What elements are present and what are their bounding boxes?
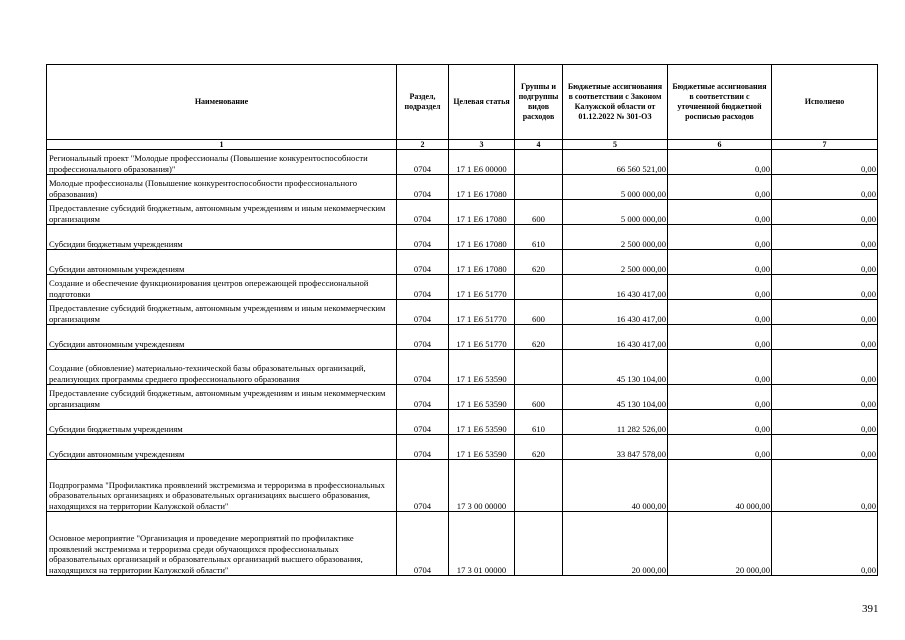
row-law-amount-cell [563, 225, 668, 250]
header-target: Целевая статья [449, 65, 515, 140]
row-executed-amount: 0,00 [815, 374, 876, 385]
row-refined-amount: 0,00 [710, 164, 770, 175]
row-name: Субсидии автономным учреждениям [49, 263, 185, 274]
row-name-cell [47, 175, 397, 200]
row-target-article-cell [449, 150, 515, 175]
row-section: 0704 [413, 564, 432, 575]
row-refined-amount: 0,00 [710, 314, 770, 325]
row-law-amount-cell [563, 300, 668, 325]
row-section-cell [397, 325, 449, 350]
row-section: 0704 [413, 423, 432, 434]
row-refined-amount: 0,00 [710, 424, 770, 435]
row-section: 0704 [413, 398, 432, 409]
row-target-article: 17 1 E6 17080 [456, 213, 507, 224]
row-target-article: 17 1 E6 51770 [456, 338, 507, 349]
row-refined-amount-cell [668, 385, 772, 410]
row-expense-group-cell [515, 410, 563, 435]
row-target-article: 17 1 E6 17080 [456, 188, 507, 199]
row-section: 0704 [413, 163, 432, 174]
table-row [47, 350, 878, 385]
row-target-article-cell [449, 435, 515, 460]
row-executed-amount: 0,00 [815, 424, 876, 435]
row-section: 0704 [413, 188, 432, 199]
row-expense-group-cell [515, 300, 563, 325]
row-target-article: 17 1 E6 00000 [456, 163, 507, 174]
row-section: 0704 [413, 338, 432, 349]
row-name-cell [47, 435, 397, 460]
row-target-article: 17 1 E6 51770 [456, 288, 507, 299]
header-refined: Бюджетные ассигнования в соответствии с уточненной бюджетной росписью расходов [668, 65, 772, 140]
row-expense-group-cell [515, 325, 563, 350]
row-refined-amount: 20 000,00 [710, 565, 770, 576]
row-section: 0704 [413, 263, 432, 274]
row-expense-group: 620 [532, 338, 545, 349]
row-name-cell [47, 300, 397, 325]
table-row [47, 300, 878, 325]
row-name: Создание (обновление) материально-технической базы образовательных организаций, реализующих программы среднего профессионального образования [49, 363, 366, 384]
row-law-amount-cell [563, 275, 668, 300]
col-number: 6 [668, 140, 772, 150]
header-name: Наименование [47, 65, 397, 140]
row-target-article-cell [449, 350, 515, 385]
row-section: 0704 [413, 313, 432, 324]
col-number: 4 [515, 140, 563, 150]
row-name: Предоставление субсидий бюджетным, автономным учреждениям и иным некоммерческим организациям [49, 203, 386, 224]
col-number: 5 [563, 140, 668, 150]
col-number: 1 [47, 140, 397, 150]
row-target-article: 17 1 E6 53590 [456, 448, 507, 459]
row-law-amount: 40 000,00 [605, 501, 666, 512]
row-section-cell [397, 175, 449, 200]
row-executed-amount-cell [772, 325, 878, 350]
row-expense-group-cell [515, 150, 563, 175]
row-law-amount: 16 430 417,00 [605, 314, 666, 325]
row-refined-amount: 0,00 [710, 339, 770, 350]
row-refined-amount: 0,00 [710, 239, 770, 250]
row-section-cell [397, 350, 449, 385]
row-refined-amount: 0,00 [710, 374, 770, 385]
row-law-amount: 5 000 000,00 [605, 214, 666, 225]
row-refined-amount: 40 000,00 [710, 501, 770, 512]
row-expense-group: 600 [532, 313, 545, 324]
row-name-cell [47, 325, 397, 350]
row-executed-amount: 0,00 [815, 264, 876, 275]
row-executed-amount: 0,00 [815, 399, 876, 410]
row-executed-amount: 0,00 [815, 164, 876, 175]
row-target-article-cell [449, 200, 515, 225]
row-law-amount-cell [563, 350, 668, 385]
row-section: 0704 [413, 448, 432, 459]
row-name-cell [47, 200, 397, 225]
row-target-article-cell [449, 300, 515, 325]
row-name-cell [47, 410, 397, 435]
row-refined-amount-cell [668, 225, 772, 250]
row-section: 0704 [413, 288, 432, 299]
row-target-article: 17 3 00 00000 [456, 500, 507, 511]
row-law-amount-cell [563, 512, 668, 576]
row-executed-amount: 0,00 [815, 449, 876, 460]
row-section-cell [397, 410, 449, 435]
row-refined-amount-cell [668, 150, 772, 175]
row-executed-amount: 0,00 [815, 339, 876, 350]
row-expense-group-cell [515, 350, 563, 385]
row-name: Предоставление субсидий бюджетным, автономным учреждениям и иным некоммерческим организациям [49, 303, 386, 324]
row-law-amount-cell [563, 250, 668, 275]
row-law-amount: 45 130 104,00 [605, 399, 666, 410]
row-section-cell [397, 200, 449, 225]
row-name: Подпрограмма "Профилактика проявлений экстремизма и терроризма в профессиональных образовательных организациях и образовательных организациях высшего образования, находящихся на территории Калужской области" [49, 479, 385, 511]
row-target-article: 17 1 E6 17080 [456, 263, 507, 274]
row-refined-amount: 0,00 [710, 189, 770, 200]
row-target-article: 17 1 E6 53590 [456, 373, 507, 384]
row-expense-group: 600 [532, 213, 545, 224]
row-target-article: 17 1 E6 17080 [456, 238, 507, 249]
row-target-article-cell [449, 460, 515, 512]
row-refined-amount-cell [668, 325, 772, 350]
row-section-cell [397, 385, 449, 410]
row-expense-group-cell [515, 460, 563, 512]
row-executed-amount-cell [772, 300, 878, 325]
row-executed-amount-cell [772, 435, 878, 460]
row-executed-amount: 0,00 [815, 214, 876, 225]
row-executed-amount-cell [772, 410, 878, 435]
row-name: Субсидии бюджетным учреждениям [49, 238, 183, 249]
row-name: Субсидии автономным учреждениям [49, 448, 185, 459]
row-name-cell [47, 512, 397, 576]
table-row [47, 175, 878, 200]
row-section: 0704 [413, 213, 432, 224]
row-name-cell [47, 460, 397, 512]
col-number: 3 [449, 140, 515, 150]
table-row [47, 410, 878, 435]
table-row [47, 200, 878, 225]
row-name: Региональный проект "Молодые профессионалы (Повышение конкурентоспособности профессионального образования)" [49, 153, 368, 174]
row-target-article-cell [449, 225, 515, 250]
row-expense-group: 620 [532, 263, 545, 274]
row-section-cell [397, 225, 449, 250]
row-refined-amount: 0,00 [710, 289, 770, 300]
row-law-amount: 5 000 000,00 [605, 189, 666, 200]
row-section: 0704 [413, 500, 432, 511]
row-executed-amount: 0,00 [815, 239, 876, 250]
row-law-amount-cell [563, 435, 668, 460]
row-executed-amount-cell [772, 275, 878, 300]
row-executed-amount-cell [772, 175, 878, 200]
row-name-cell [47, 275, 397, 300]
row-name: Субсидии автономным учреждениям [49, 338, 185, 349]
row-law-amount: 20 000,00 [605, 565, 666, 576]
row-executed-amount-cell [772, 385, 878, 410]
row-target-article: 17 1 E6 53590 [456, 398, 507, 409]
page-number: 391 [862, 603, 879, 615]
row-executed-amount: 0,00 [815, 314, 876, 325]
header-section: Раздел, подраздел [397, 65, 449, 140]
row-executed-amount-cell [772, 460, 878, 512]
row-expense-group: 610 [532, 238, 545, 249]
row-section-cell [397, 275, 449, 300]
row-law-amount: 45 130 104,00 [605, 374, 666, 385]
row-refined-amount-cell [668, 410, 772, 435]
row-target-article: 17 1 E6 53590 [456, 423, 507, 434]
row-name: Основное мероприятие "Организация и проведение мероприятий по профилактике проявлений экстремизма и терроризма среди обучающихся профессиональных образовательных организаций и образовательных организаций высшего образования, находящихся на территории Калужской области" [49, 533, 363, 575]
table-row [47, 250, 878, 275]
row-executed-amount: 0,00 [815, 501, 876, 512]
row-executed-amount-cell [772, 250, 878, 275]
table-row [47, 275, 878, 300]
row-name-cell [47, 350, 397, 385]
row-law-amount: 2 500 000,00 [605, 239, 666, 250]
row-target-article-cell [449, 175, 515, 200]
row-refined-amount-cell [668, 175, 772, 200]
budget-table [46, 64, 878, 576]
row-target-article: 17 3 01 00000 [456, 564, 507, 575]
row-refined-amount: 0,00 [710, 449, 770, 460]
row-expense-group-cell [515, 512, 563, 576]
row-name: Молодые профессионалы (Повышение конкурентоспособности профессионального образования) [49, 178, 358, 199]
row-name-cell [47, 250, 397, 275]
row-refined-amount-cell [668, 250, 772, 275]
table-row [47, 225, 878, 250]
row-section: 0704 [413, 373, 432, 384]
row-law-amount-cell [563, 410, 668, 435]
row-law-amount: 16 430 417,00 [605, 339, 666, 350]
table-row [47, 512, 878, 576]
row-law-amount: 16 430 417,00 [605, 289, 666, 300]
row-name: Предоставление субсидий бюджетным, автономным учреждениям и иным некоммерческим организациям [49, 388, 386, 409]
row-expense-group-cell [515, 275, 563, 300]
row-executed-amount-cell [772, 350, 878, 385]
row-law-amount-cell [563, 385, 668, 410]
table-row [47, 460, 878, 512]
row-refined-amount-cell [668, 460, 772, 512]
table-row [47, 435, 878, 460]
row-target-article-cell [449, 275, 515, 300]
row-law-amount-cell [563, 325, 668, 350]
header-law: Бюджетные ассигнования в соответствии с Законом Калужской области от 01.12.2022 № 301-ОЗ [563, 65, 668, 140]
row-name: Создание и обеспечение функционирования центров опережающей профессиональной подготовки [49, 278, 369, 299]
row-expense-group: 600 [532, 398, 545, 409]
row-target-article: 17 1 E6 51770 [456, 313, 507, 324]
col-number: 2 [397, 140, 449, 150]
row-section-cell [397, 150, 449, 175]
row-law-amount-cell [563, 150, 668, 175]
row-executed-amount: 0,00 [815, 289, 876, 300]
row-target-article-cell [449, 410, 515, 435]
row-refined-amount: 0,00 [710, 399, 770, 410]
row-expense-group-cell [515, 435, 563, 460]
row-target-article-cell [449, 325, 515, 350]
row-expense-group-cell [515, 200, 563, 225]
row-target-article-cell [449, 512, 515, 576]
table-row [47, 325, 878, 350]
row-executed-amount-cell [772, 512, 878, 576]
row-refined-amount-cell [668, 275, 772, 300]
row-executed-amount-cell [772, 225, 878, 250]
table-row [47, 150, 878, 175]
row-expense-group-cell [515, 225, 563, 250]
header-groups: Группы и подгруппы видов расходов [515, 65, 563, 140]
row-executed-amount-cell [772, 200, 878, 225]
row-executed-amount: 0,00 [815, 565, 876, 576]
row-law-amount: 2 500 000,00 [605, 264, 666, 275]
row-executed-amount: 0,00 [815, 189, 876, 200]
row-executed-amount-cell [772, 150, 878, 175]
row-expense-group: 610 [532, 423, 545, 434]
row-law-amount-cell [563, 175, 668, 200]
row-law-amount: 66 560 521,00 [605, 164, 666, 175]
table-row [47, 385, 878, 410]
row-law-amount-cell [563, 460, 668, 512]
row-refined-amount: 0,00 [710, 214, 770, 225]
row-section: 0704 [413, 238, 432, 249]
row-law-amount: 11 282 526,00 [605, 424, 666, 435]
row-section-cell [397, 460, 449, 512]
row-section-cell [397, 250, 449, 275]
row-name-cell [47, 385, 397, 410]
row-target-article-cell [449, 385, 515, 410]
row-section-cell [397, 435, 449, 460]
row-section-cell [397, 300, 449, 325]
row-target-article-cell [449, 250, 515, 275]
row-name-cell [47, 225, 397, 250]
col-number: 7 [772, 140, 878, 150]
header-executed: Исполнено [772, 65, 878, 140]
row-expense-group-cell [515, 250, 563, 275]
row-name-cell [47, 150, 397, 175]
row-section-cell [397, 512, 449, 576]
row-refined-amount-cell [668, 300, 772, 325]
row-refined-amount-cell [668, 435, 772, 460]
row-refined-amount-cell [668, 350, 772, 385]
row-law-amount: 33 847 578,00 [605, 449, 666, 460]
row-name: Субсидии бюджетным учреждениям [49, 423, 183, 434]
row-expense-group: 620 [532, 448, 545, 459]
row-refined-amount-cell [668, 512, 772, 576]
row-refined-amount: 0,00 [710, 264, 770, 275]
row-expense-group-cell [515, 175, 563, 200]
row-expense-group-cell [515, 385, 563, 410]
row-refined-amount-cell [668, 200, 772, 225]
row-law-amount-cell [563, 200, 668, 225]
